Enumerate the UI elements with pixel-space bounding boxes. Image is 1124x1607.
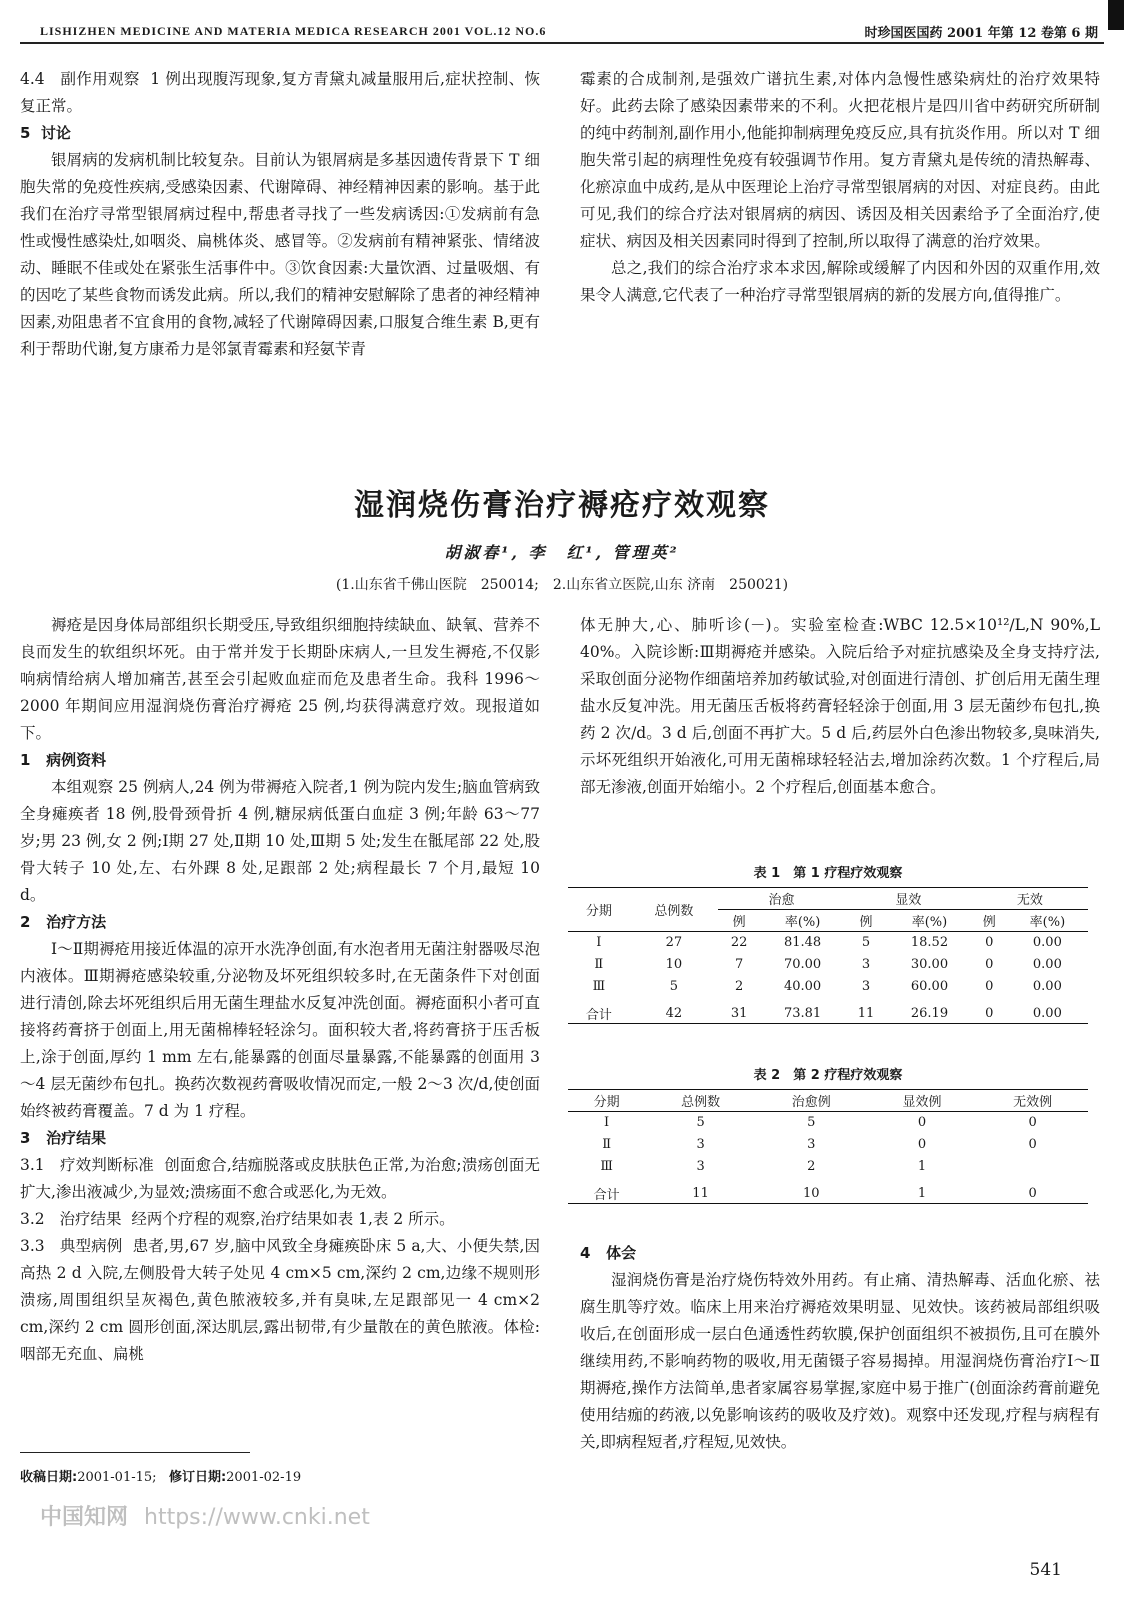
table-cell: 0.00 xyxy=(1032,935,1062,951)
section-3-3: 3.3 典型病例 患者,男,67 岁,脑中风致全身瘫痪卧床 5 a,大、小便失禁,因高热 2 d 入院,左侧股骨大转子处见 4 cm×5 cm,深约 2 cm,边缘不规则形溃疡,周围组织呈灰褐色,黄色脓液较多,并有臭味,左足跟部见一 4 cm×2 cm,深约 2 cm 圆形创面,深达肌层,露出韧带,有少量散在的黄色脓液。体检:咽部无充血、扁桃 xyxy=(20,1237,541,1363)
conclusion-paragraph: 总之,我们的综合治疗求本求因,解除或缓解了内因和外因的双重作用,效果令人满意,它代表了一种治疗寻常型银屑病的新的发展方向,值得推广。 xyxy=(580,259,1100,304)
section-5-heading: 5 讨论 xyxy=(20,124,71,142)
table-cell: 26.19 xyxy=(910,1005,949,1021)
table-row xyxy=(568,932,1088,954)
table-row xyxy=(568,976,1088,998)
table-cell: 10 xyxy=(665,957,683,972)
table-cell: 70.00 xyxy=(783,957,822,972)
table-row xyxy=(568,1112,1088,1134)
table-row-total xyxy=(568,1178,1088,1204)
table-2-grid xyxy=(568,1089,1088,1204)
article-title: 湿润烧伤膏治疗褥疮疗效观察 xyxy=(354,488,770,523)
table-2-caption: 表 2 第 2 疗程疗效观察 xyxy=(753,1068,903,1083)
watermark-url: https://www.cnki.net xyxy=(144,1505,370,1530)
table-cell: 81.48 xyxy=(783,935,822,951)
article-affiliation: (1.山东省千佛山医院 250014; 2.山东省立医院,山东 济南 250021) xyxy=(335,577,789,593)
table-cell: 11 xyxy=(692,1185,709,1201)
table-1-subheader-n: 例 xyxy=(732,915,746,930)
table-1-header-total: 总例数 xyxy=(630,888,718,932)
article-left-column xyxy=(20,612,540,1368)
section-3-2: 3.2 治疗结果 经两个疗程的观察,治疗结果如表 1,表 2 所示。 xyxy=(20,1210,455,1228)
table-cell: 5 xyxy=(696,1115,705,1131)
prev-article-left-column xyxy=(20,66,540,363)
table-cell: 1 xyxy=(917,1159,927,1174)
page-edge-marker xyxy=(1108,0,1124,30)
table-2-header: 显效例 xyxy=(902,1095,942,1110)
table-cell: 60.00 xyxy=(910,979,949,994)
table-cell: 22 xyxy=(730,935,748,951)
discussion-paragraph-cont: 霉素的合成制剂,是强效广谱抗生素,对体内急慢性感染病灶的治疗效果特好。此药去除了感染因素带来的不利。火把花根片是四川省中药研究所研制的纯中药制剂,副作用小,他能抑制病理免疫反应,具有抗炎作用。所以对 T 细胞失常引起的病理性免疫有较强调节作用。复方青黛丸是传统的清热解毒、化瘀凉血中成药,是从中医理论上治疗寻常型银屑病的对因、对症良药。由此可见,我们的综合疗法对银屑病的病因、诱因及相关因素给予了全面治疗,使症状、病因及相关因素同时得到了控制,所以取得了满意的治疗效果。 xyxy=(580,70,1100,250)
table-cell: Ⅱ xyxy=(602,1137,612,1152)
table-cell: 3 xyxy=(807,1137,816,1152)
table-cell: 0 xyxy=(917,1115,927,1131)
section-3-heading: 3 治疗结果 xyxy=(20,1129,107,1147)
table-cell: 3 xyxy=(861,957,871,972)
table-1 xyxy=(568,862,1088,1024)
table-cell: 0 xyxy=(1028,1185,1037,1201)
section-4-heading: 4 体会 xyxy=(580,1244,637,1262)
table-cell: 0.00 xyxy=(1032,957,1062,972)
table-1-subheader-n: 例 xyxy=(859,915,873,930)
article-authors: 胡淑春¹, 李 红¹, 管理英² xyxy=(444,543,680,562)
table-cell: Ⅰ xyxy=(596,935,602,951)
section-4-4: 4.4 副作用观察 1 例出现腹泻现象,复方青黛丸减量服用后,症状控制、恢复正常。 xyxy=(20,70,540,115)
section-4-text: 湿润烧伤膏是治疗烧伤特效外用药。有止痛、清热解毒、活血化瘀、祛腐生肌等疗效。临床上用来治疗褥疮效果明显、见效快。该药被局部组织吸收后,在创面形成一层白色通透性药软膜,保护创面组织不被损伤,且可在膜外继续用药,不影响药物的吸收,用无菌镊子容易揭掉。用湿润烧伤膏治疗Ⅰ～Ⅱ期褥疮,操作方法简单,患者家属容易掌握,家庭中易于推广(创面涂药膏前避免使用结痂的药液,以免影响该药的吸收及疗效)。观察中还发现,疗程与病程有关,即病程短者,疗程短,见效快。 xyxy=(580,1271,1100,1451)
table-1-subheader-rate: 率(%) xyxy=(784,915,821,930)
discussion-paragraph: 银屑病的发病机制比较复杂。目前认为银屑病是多基因遗传背景下 T 细胞失常的免疫性疾病,受感染因素、代谢障碍、神经精神因素的影响。基于此我们在治疗寻常型银屑病过程中,帮患者寻找了一些发病诱因:①发病前有急性或慢性感染灶,如咽炎、扁桃体炎、感冒等。②发病前有精神紧张、情绪波动、睡眠不佳或处在紧张生活事件中。③饮食因素:大量饮酒、过量吸烟、有的因吃了某些食物而诱发此病。所以,我们的精神安慰解除了患者的神经精神因素,劝阻患者不宜食用的食物,减轻了代谢障碍因素,口服复合维生素 B,更有利于帮助代谢,复方康希力是邻氯青霉素和羟氨苄青 xyxy=(20,151,540,358)
table-cell: 40.00 xyxy=(783,979,822,994)
table-2-header: 无效例 xyxy=(1013,1095,1053,1110)
table-cell: 73.81 xyxy=(783,1005,822,1021)
table-cell: 合计 xyxy=(593,1187,620,1203)
table-cell xyxy=(977,1156,1088,1178)
table-cell: 5 xyxy=(669,979,678,994)
table-cell: 3 xyxy=(696,1137,705,1152)
section-1-heading: 1 病例资料 xyxy=(20,751,107,769)
table-2-header: 总例数 xyxy=(681,1095,721,1110)
table-cell: 42 xyxy=(665,1005,683,1021)
table-1-header-marked: 显效 xyxy=(845,888,972,910)
journal-name-cn: 时珍国医国药 2001 年第 12 卷第 6 期 xyxy=(864,26,1098,41)
table-cell: 3 xyxy=(696,1159,705,1174)
table-row xyxy=(568,954,1088,976)
case-paragraph-cont: 体无肿大,心、肺听诊(－)。实验室检查:WBC 12.5×10¹²/L,N 90%,L 40%。入院诊断:Ⅲ期褥疮并感染。入院后给予对症抗感染及全身支持疗法,采取创面分泌物作细菌培养加药敏试验,对创面进行清创、扩创后用无菌生理盐水反复冲洗。用无菌压舌板将药膏轻轻涂于创面,用 3 层无菌纱布包扎,换药 2 次/d。3 d 后,创面不再扩大。5 d 后,药层外白色渗出物较多,臭味消失,示坏死组织开始液化,可用无菌棉球轻轻沾去,增加涂药次数。1 个疗程后,局部无渗液,创面开始缩小。2 个疗程后,创面基本愈合。 xyxy=(580,616,1100,796)
article-right-column xyxy=(580,612,1100,801)
journal-name-en: LISHIZHEN MEDICINE AND MATERIA MEDICA RESEARCH 2001 VOL.12 NO.6 xyxy=(40,24,547,38)
table-cell: 1 xyxy=(917,1185,927,1201)
section-2-text: Ⅰ～Ⅱ期褥疮用接近体温的凉开水洗净创面,有水泡者用无菌注射器吸尽泡内液体。Ⅲ期褥疮感染较重,分泌物及坏死组织较多时,在无菌条件下对创面进行清创,除去坏死组织后用无菌生理盐水反复冲洗创面。褥疮面积小者可直接将药膏挤于创面上,用无菌棉棒轻轻涂匀。面积较大者,将药膏挤于压舌板上,涂于创面,厚约 1 mm 左右,能暴露的创面尽量暴露,不能暴露的创面用 3～4 层无菌纱布包扎。换药次数视药膏吸收情况而定,一般 2～3 次/d,使创面始终被药膏覆盖。7 d 为 1 疗程。 xyxy=(20,940,540,1120)
table-cell: 3 xyxy=(861,979,871,994)
table-row xyxy=(568,1134,1088,1156)
table-cell: Ⅲ xyxy=(600,1159,613,1174)
table-row-total xyxy=(568,998,1088,1024)
table-cell: 0 xyxy=(1028,1137,1037,1152)
table-1-subheader-rate: 率(%) xyxy=(911,915,948,930)
table-row xyxy=(568,1156,1088,1178)
table-cell: 0 xyxy=(1028,1115,1037,1131)
table-1-header-cured: 治愈 xyxy=(718,888,845,910)
footnote-divider xyxy=(20,1452,250,1453)
table-1-header-stage: 分期 xyxy=(568,888,630,932)
table-cell: 0 xyxy=(917,1137,927,1152)
table-cell: 0.00 xyxy=(1032,979,1062,994)
table-cell: Ⅱ xyxy=(594,957,604,972)
table-cell: 0 xyxy=(985,935,994,951)
table-cell: 0 xyxy=(985,979,994,994)
page-number: 541 xyxy=(1029,1560,1062,1580)
table-2-header: 治愈例 xyxy=(791,1095,831,1110)
watermark-brand: 中国知网 xyxy=(40,1505,129,1530)
table-2 xyxy=(568,1064,1088,1204)
table-1-header-none: 无效 xyxy=(972,888,1088,910)
prev-article-right-column xyxy=(580,66,1100,309)
table-cell: 30.00 xyxy=(910,957,949,972)
table-cell: 0.00 xyxy=(1032,1005,1062,1021)
table-1-subheader-rate: 率(%) xyxy=(1029,915,1066,930)
section-1-text: 本组观察 25 例病人,24 例为带褥疮入院者,1 例为院内发生;脑血管病致全身瘫痪者 18 例,股骨颈骨折 4 例,糖尿病低蛋白血症 3 例;年龄 63～77 岁;男 23 例,女 2 例;Ⅰ期 27 处,Ⅱ期 10 处,Ⅲ期 5 处;发生在骶尾部 22 处,股骨大转子 10 处,左、右外踝 8 处,足跟部 2 处;病程最长 7 个月,最短 10 d。 xyxy=(20,778,540,904)
table-cell: 5 xyxy=(807,1115,816,1131)
table-cell: 5 xyxy=(861,935,871,951)
table-1-caption: 表 1 第 1 疗程疗效观察 xyxy=(753,866,903,881)
table-1-grid xyxy=(568,887,1088,1024)
table-cell: 2 xyxy=(735,979,744,994)
intro-paragraph: 褥疮是因身体局部组织长期受压,导致组织细胞持续缺血、缺氧、营养不良而发生的软组织坏死。由于常并发于长期卧床病人,一旦发生褥疮,不仅影响病情给病人增加痛苦,甚至会引起败血症而危及患者生命。我科 1996～2000 年期间应用湿润烧伤膏治疗褥疮 25 例,均获得满意疗效。现报道如下。 xyxy=(20,616,540,742)
table-cell: 0 xyxy=(985,957,994,972)
running-header xyxy=(20,22,1104,44)
table-cell: 18.52 xyxy=(910,935,949,951)
table-cell: 10 xyxy=(802,1185,820,1201)
section-2-heading: 2 治疗方法 xyxy=(20,913,107,931)
cnki-watermark xyxy=(40,1500,370,1531)
table-cell: 0 xyxy=(985,1005,994,1021)
section-3-1: 3.1 疗效判断标准 创面愈合,结痂脱落或皮肤肤色正常,为治愈;溃疡创面无扩大,渗出液减少,为显效;溃疡面不愈合或恶化,为无效。 xyxy=(20,1156,541,1201)
article-right-column-lower xyxy=(580,1240,1100,1456)
table-cell: 31 xyxy=(730,1005,748,1021)
table-cell: Ⅰ xyxy=(604,1115,610,1131)
footnote-dates: 收稿日期:2001-01-15; 修订日期:2001-02-19 xyxy=(20,1470,302,1485)
table-cell: 11 xyxy=(857,1005,875,1021)
table-2-header: 分期 xyxy=(593,1095,620,1110)
table-cell: 27 xyxy=(665,935,683,951)
table-1-subheader-n: 例 xyxy=(982,915,996,930)
table-cell: Ⅲ xyxy=(592,979,606,994)
table-cell: 2 xyxy=(807,1159,816,1174)
table-cell: 7 xyxy=(735,957,744,972)
table-cell: 合计 xyxy=(585,1007,612,1023)
